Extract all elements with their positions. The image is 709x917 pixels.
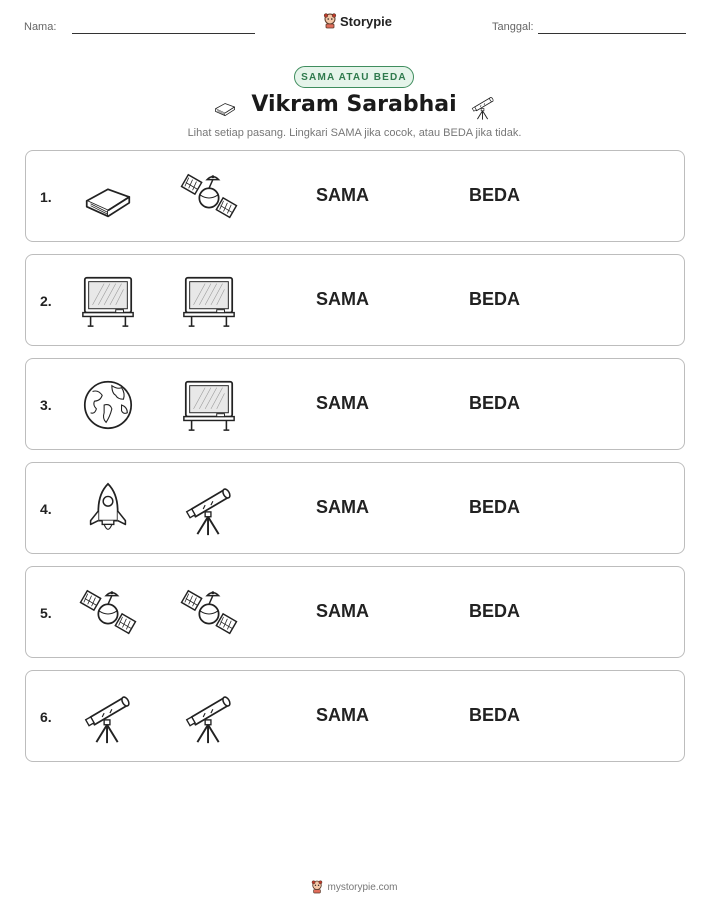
rocket-icon (79, 480, 137, 538)
right-picture (179, 375, 239, 435)
left-picture (78, 687, 138, 747)
date-field-line[interactable] (538, 33, 686, 34)
brand-name: Storypie (340, 13, 393, 29)
page-footer (0, 880, 709, 894)
question-row (25, 462, 685, 554)
blackboard-icon (180, 272, 238, 330)
satellite-icon (180, 168, 238, 226)
question-number: 4. (40, 501, 52, 517)
satellite-icon (180, 584, 238, 642)
choice-same[interactable]: SAMA (316, 289, 369, 309)
choice-same[interactable]: SAMA (316, 393, 369, 413)
book-icon (209, 94, 241, 120)
satellite-icon (79, 584, 137, 642)
question-row (25, 670, 685, 762)
footer-url: mystorypie.com (327, 881, 398, 893)
title-row (0, 92, 709, 124)
choice-different[interactable]: BEDA (469, 705, 521, 725)
choice-different[interactable]: BEDA (469, 185, 521, 205)
page-header (0, 0, 709, 50)
brand-logo (323, 13, 392, 29)
question-number: 5. (40, 605, 52, 621)
storypie-mascot-icon (323, 13, 337, 29)
question-row (25, 358, 685, 450)
date-label: Tanggal: (492, 21, 534, 33)
page-title: Vikram Sarabhai (251, 92, 457, 117)
choice-different[interactable]: BEDA (469, 289, 521, 309)
blackboard-icon (180, 376, 238, 434)
blackboard-icon (79, 272, 137, 330)
choice-same[interactable]: SAMA (316, 601, 369, 621)
telescope-icon (79, 688, 137, 746)
choice-same[interactable]: SAMA (316, 705, 369, 725)
choice-same[interactable]: SAMA (316, 185, 369, 205)
choice-same[interactable]: SAMA (316, 497, 369, 517)
right-picture (179, 479, 239, 539)
left-picture (78, 375, 138, 435)
name-label: Nama: (24, 21, 57, 33)
choice-different[interactable]: BEDA (469, 601, 521, 621)
book-icon (79, 168, 137, 226)
telescope-icon (180, 688, 238, 746)
question-number: 3. (40, 397, 52, 413)
globe-icon (79, 376, 137, 434)
telescope-icon (469, 92, 497, 122)
left-picture (78, 271, 138, 331)
question-row (25, 254, 685, 346)
left-picture (78, 167, 138, 227)
instructions-text: Lihat setiap pasang. Lingkari SAMA jika cocok, atau BEDA jika tidak. (187, 127, 522, 139)
worksheet-type-badge: SAMA ATAU BEDA (294, 66, 414, 88)
question-row (25, 566, 685, 658)
choice-different[interactable]: BEDA (469, 393, 521, 413)
storypie-mascot-icon (311, 880, 323, 894)
question-number: 1. (40, 189, 52, 205)
right-picture (179, 271, 239, 331)
question-number: 6. (40, 709, 52, 725)
right-picture (179, 167, 239, 227)
right-picture (179, 583, 239, 643)
question-number: 2. (40, 293, 52, 309)
left-picture (78, 583, 138, 643)
name-field-line[interactable] (72, 33, 255, 34)
question-list (25, 150, 685, 774)
right-picture (179, 687, 239, 747)
question-row (25, 150, 685, 242)
choice-different[interactable]: BEDA (469, 497, 521, 517)
telescope-icon (180, 480, 238, 538)
left-picture (78, 479, 138, 539)
